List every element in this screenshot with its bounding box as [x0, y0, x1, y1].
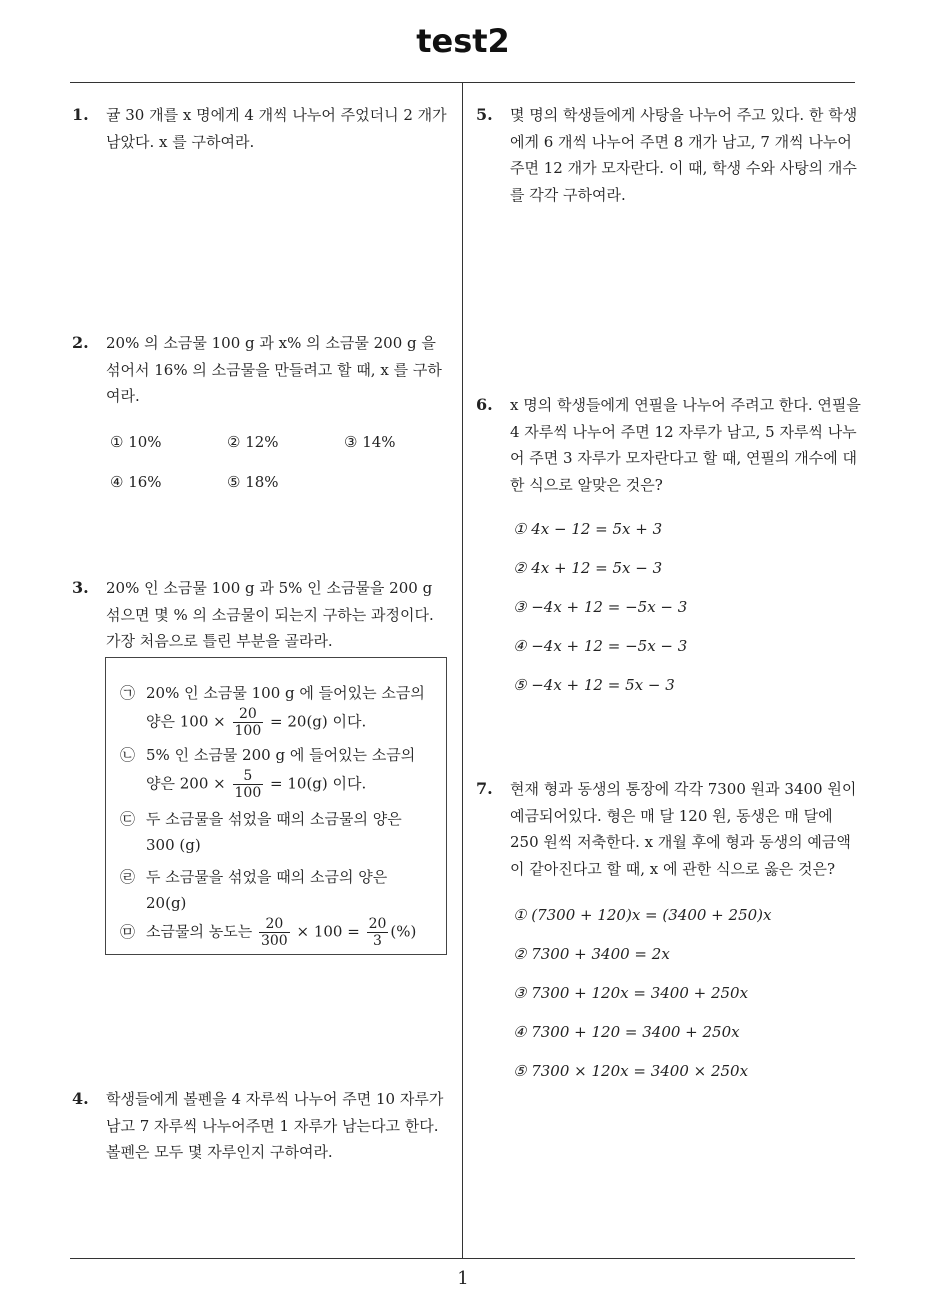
choice-1[interactable]: ① 4x − 12 = 5x + 3 [513, 520, 663, 538]
step-text: 양은 200 × [146, 774, 226, 793]
step-5[interactable] [120, 916, 440, 949]
footer-rule [70, 1258, 855, 1259]
choice-2[interactable]: ② 7300 + 3400 = 2x [513, 945, 670, 963]
fraction: $\frac{20}{3}$ [368, 916, 387, 949]
question-number: 3. [72, 578, 89, 597]
column-divider [462, 83, 463, 1258]
choice-3[interactable]: ③ 7300 + 120x = 3400 + 250x [513, 984, 749, 1002]
question-number: 6. [476, 395, 493, 414]
question-number: 5. [476, 105, 493, 124]
step-text: = 10(g) 이다. [270, 774, 367, 793]
question-number: 2. [72, 333, 89, 352]
choice-1[interactable]: ① (7300 + 120)x = (3400 + 250)x [513, 906, 772, 924]
choice-1[interactable]: ① 10% [110, 433, 162, 451]
choice-2[interactable]: ② 12% [227, 433, 279, 451]
step-text: 두 소금물을 섞었을 때의 소금의 양은 [146, 868, 388, 886]
page-title: test2 [416, 22, 510, 60]
question-text: 20% 인 소금물 100 g 과 5% 인 소금물을 200 g 섞으면 몇 % 의 소금물이 되는지 구하는 과정이다. 가장 처음으로 틀린 부분을 골라라. [106, 579, 434, 650]
step-2[interactable] [120, 742, 440, 801]
step-marker: ㉢ [120, 810, 136, 828]
step-text: 300 (g) [146, 836, 201, 854]
question-text: x 명의 학생들에게 연필을 나누어 주려고 한다. 연필을 4 자루씩 나누어 주면 12 자루가 남고, 5 자루씩 나누어 주면 3 자루가 모자란다고 할 때, 연필의 개수에 대한 식으로 알맞은 것은? [510, 396, 861, 494]
step-text: 양은 100 × [146, 712, 226, 731]
step-text: (%) [390, 922, 417, 941]
step-text: 20(g) [146, 894, 187, 912]
choice-3[interactable]: ③ 14% [344, 433, 396, 451]
step-marker: ㉠ [120, 684, 136, 702]
choice-5[interactable]: ⑤ 7300 × 120x = 3400 × 250x [513, 1062, 749, 1080]
question-text: 귤 30 개를 x 명에게 4 개씩 나누어 주었더니 2 개가 남았다. x 를 구하여라. [106, 106, 447, 151]
fraction: $\frac{5}{100}$ [234, 768, 262, 801]
step-4[interactable] [120, 864, 440, 916]
choice-4[interactable]: ④ 7300 + 120 = 3400 + 250x [513, 1023, 740, 1041]
step-text: 5% 인 소금물 200 g 에 들어있는 소금의 [146, 746, 416, 764]
question-text: 학생들에게 볼펜을 4 자루씩 나누어 주면 10 자루가 남고 7 자루씩 나누어주면 1 자루가 남는다고 한다. 볼펜은 모두 몇 자루인지 구하여라. [106, 1090, 444, 1161]
step-marker: ㉡ [120, 746, 136, 764]
question-number: 7. [476, 779, 493, 798]
step-text: 소금물의 농도는 [146, 922, 253, 941]
step-3[interactable] [120, 806, 440, 858]
page-number: 1 [457, 1268, 469, 1289]
question-number: 1. [72, 105, 89, 124]
choice-5[interactable]: ⑤ 18% [227, 473, 279, 491]
fraction: $\frac{20}{100}$ [234, 706, 262, 739]
choice-4[interactable]: ④ −4x + 12 = −5x − 3 [513, 637, 688, 655]
step-text: 두 소금물을 섞었을 때의 소금물의 양은 [146, 810, 402, 828]
step-text: 20% 인 소금물 100 g 에 들어있는 소금의 [146, 684, 425, 702]
choice-5[interactable]: ⑤ −4x + 12 = 5x − 3 [513, 676, 675, 694]
question-number: 4. [72, 1089, 89, 1108]
choice-3[interactable]: ③ −4x + 12 = −5x − 3 [513, 598, 688, 616]
solution-steps-box [105, 657, 447, 955]
question-text: 몇 명의 학생들에게 사탕을 나누어 주고 있다. 한 학생에게 6 개씩 나누어 주면 8 개가 남고, 7 개씩 나누어 주면 12 개가 모자란다. 이 때, 학생 수와 사탕의 개수를 각각 구하여라. [510, 106, 858, 204]
step-text: = 20(g) 이다. [270, 712, 367, 731]
step-1[interactable] [120, 680, 440, 739]
question-text: 20% 의 소금물 100 g 과 x% 의 소금물 200 g 을 섞어서 16% 의 소금물을 만들려고 할 때, x 를 구하여라. [106, 334, 442, 405]
fraction: $\frac{20}{300}$ [260, 916, 288, 949]
question-text: 현재 형과 동생의 통장에 각각 7300 원과 3400 원이 예금되어있다. 형은 매 달 120 원, 동생은 매 달에 250 원씩 저축한다. x 개월 후에 형과 동생의 예금액이 같아진다고 할 때, x 에 관한 식으로 옳은 것은? [510, 780, 857, 878]
step-marker: ㉣ [120, 868, 136, 886]
choice-2[interactable]: ② 4x + 12 = 5x − 3 [513, 559, 663, 577]
choice-4[interactable]: ④ 16% [110, 473, 162, 491]
step-marker: ㉤ [120, 922, 136, 941]
step-text: × 100 = [296, 922, 360, 941]
